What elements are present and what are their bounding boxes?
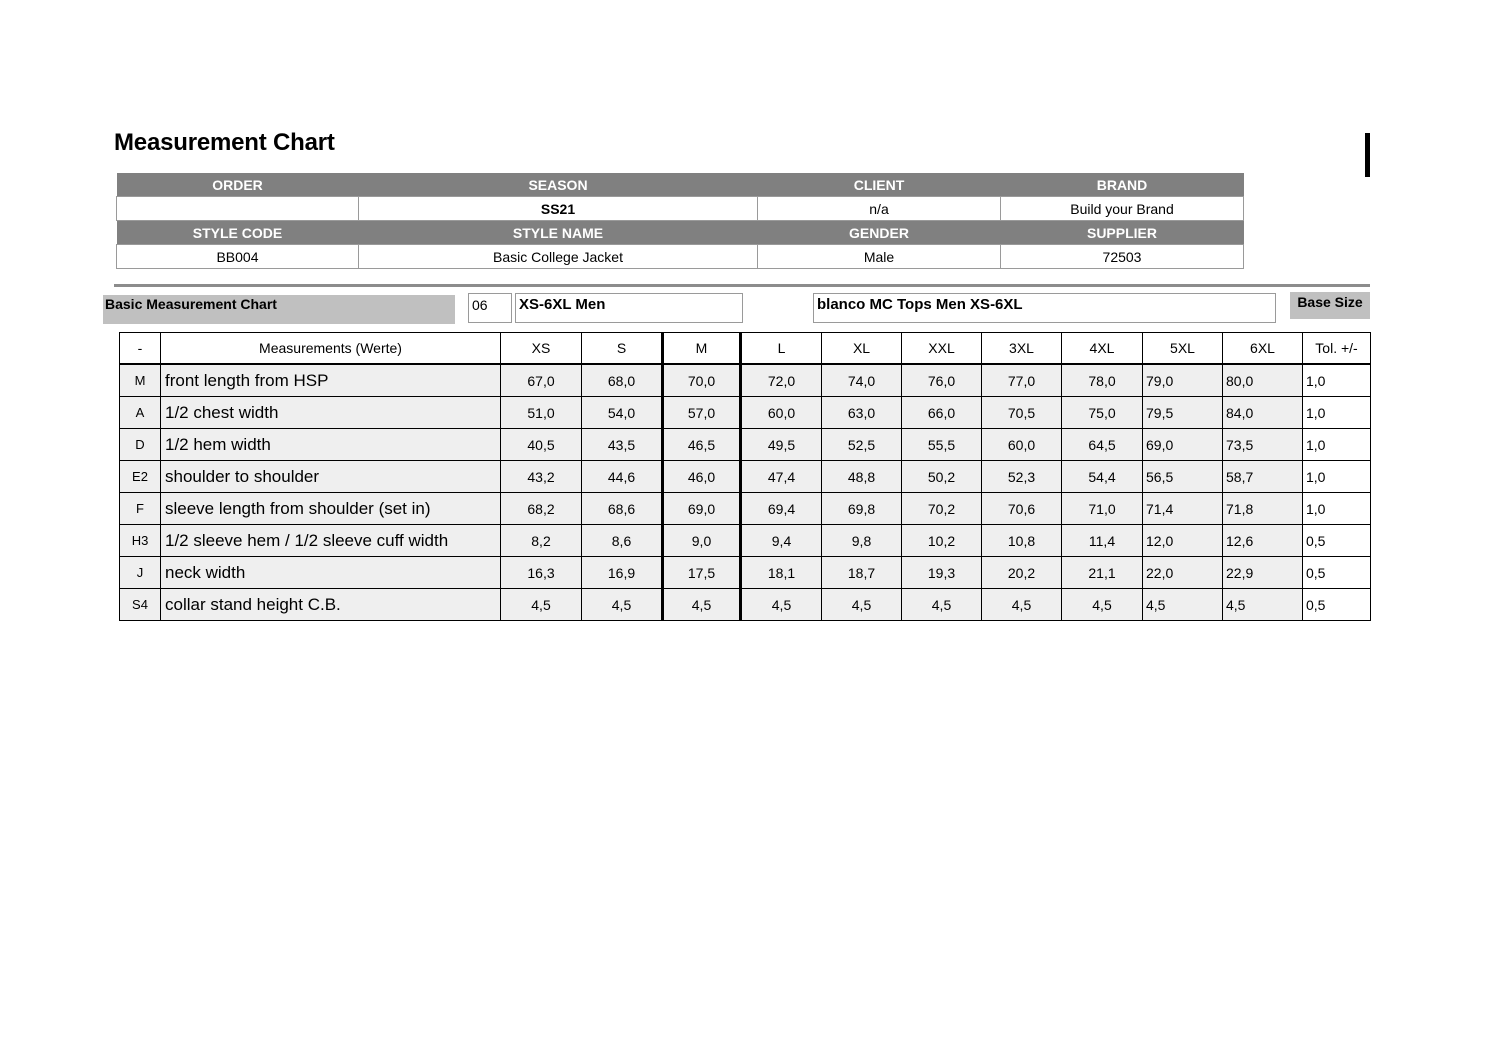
measurement-value: 75,0	[1062, 397, 1143, 429]
table-row	[120, 589, 1371, 621]
info-header-row	[117, 173, 1244, 197]
table-row	[120, 461, 1371, 493]
measurement-code: F	[120, 493, 161, 525]
season-value: SS21	[359, 197, 758, 221]
brand-value: Build your Brand	[1001, 197, 1244, 221]
edge-mark	[1365, 133, 1370, 177]
size-xl-header: XL	[822, 333, 902, 365]
measurement-value: 71,4	[1143, 493, 1223, 525]
tolerance-value: 1,0	[1303, 364, 1371, 397]
measurement-value: 16,3	[501, 557, 582, 589]
measurement-value: 55,5	[902, 429, 982, 461]
measurement-value: 4,5	[822, 589, 902, 621]
measurement-value: 70,6	[982, 493, 1062, 525]
supplier-value: 72503	[1001, 245, 1244, 269]
info-header-row	[117, 221, 1244, 245]
measurement-value: 47,4	[741, 461, 822, 493]
tolerance-value: 1,0	[1303, 429, 1371, 461]
size-xxl-header: XXL	[902, 333, 982, 365]
tolerance-value: 0,5	[1303, 557, 1371, 589]
measurement-value: 8,2	[501, 525, 582, 557]
measurement-name: 1/2 chest width	[161, 397, 501, 429]
measurement-code: J	[120, 557, 161, 589]
grid-header-row	[120, 333, 1371, 365]
size-l-header: L	[741, 333, 822, 365]
measurement-grid	[119, 332, 1371, 621]
measurement-value: 77,0	[982, 364, 1062, 397]
measurement-value: 76,0	[902, 364, 982, 397]
brand-label: BRAND	[1001, 173, 1244, 197]
measurement-value: 43,5	[582, 429, 663, 461]
measurement-value: 51,0	[501, 397, 582, 429]
tolerance-header: Tol. +/-	[1303, 333, 1371, 365]
measurement-code: A	[120, 397, 161, 429]
measurement-code: S4	[120, 589, 161, 621]
measurement-value: 70,5	[982, 397, 1062, 429]
measurement-value: 12,6	[1223, 525, 1303, 557]
measurement-value: 44,6	[582, 461, 663, 493]
measurement-value: 12,0	[1143, 525, 1223, 557]
measurement-value: 8,6	[582, 525, 663, 557]
size-range-code: 06	[468, 293, 512, 323]
measurement-code: D	[120, 429, 161, 461]
info-value-row	[117, 197, 1244, 221]
measurement-value: 16,9	[582, 557, 663, 589]
measurement-value: 67,0	[501, 364, 582, 397]
section-divider	[114, 284, 1370, 287]
measurement-value: 58,7	[1223, 461, 1303, 493]
measurement-value: 4,5	[1223, 589, 1303, 621]
measurement-name: 1/2 sleeve hem / 1/2 sleeve cuff width	[161, 525, 501, 557]
measurement-value: 11,4	[1062, 525, 1143, 557]
measurement-value: 70,2	[902, 493, 982, 525]
measurement-value: 4,5	[1062, 589, 1143, 621]
measurement-value: 71,0	[1062, 493, 1143, 525]
season-label: SEASON	[359, 173, 758, 197]
page-title: Measurement Chart	[114, 129, 335, 156]
table-row	[120, 557, 1371, 589]
measurement-name: collar stand height C.B.	[161, 589, 501, 621]
table-row	[120, 525, 1371, 557]
measurement-value: 49,5	[741, 429, 822, 461]
table-row	[120, 429, 1371, 461]
style-name-value: Basic College Jacket	[359, 245, 758, 269]
measurement-value: 63,0	[822, 397, 902, 429]
measurement-value: 74,0	[822, 364, 902, 397]
measurement-value: 69,8	[822, 493, 902, 525]
measurement-value: 20,2	[982, 557, 1062, 589]
measurement-value: 68,2	[501, 493, 582, 525]
measurement-value: 54,4	[1062, 461, 1143, 493]
base-size-label: Base Size	[1290, 292, 1370, 319]
measurement-value: 72,0	[741, 364, 822, 397]
table-row	[120, 364, 1371, 397]
table-row	[120, 397, 1371, 429]
measurement-value: 17,5	[663, 557, 741, 589]
measurement-value: 50,2	[902, 461, 982, 493]
measurement-value: 9,0	[663, 525, 741, 557]
measurement-value: 4,5	[982, 589, 1062, 621]
measurement-value: 70,0	[663, 364, 741, 397]
measurement-value: 73,5	[1223, 429, 1303, 461]
measurement-value: 22,0	[1143, 557, 1223, 589]
measurement-value: 4,5	[902, 589, 982, 621]
measurement-name: front length from HSP	[161, 364, 501, 397]
size-m-header: M	[663, 333, 741, 365]
measurement-value: 21,1	[1062, 557, 1143, 589]
measurement-code: H3	[120, 525, 161, 557]
measurement-value: 18,7	[822, 557, 902, 589]
gender-value: Male	[758, 245, 1001, 269]
measurement-value: 22,9	[1223, 557, 1303, 589]
basic-chart-label: Basic Measurement Chart	[103, 295, 455, 324]
measurement-value: 66,0	[902, 397, 982, 429]
measurement-value: 4,5	[582, 589, 663, 621]
size-4xl-header: 4XL	[1062, 333, 1143, 365]
measurement-value: 68,0	[582, 364, 663, 397]
size-s-header: S	[582, 333, 663, 365]
code-column-header: -	[120, 333, 161, 365]
size-range-name: XS-6XL Men	[515, 293, 743, 323]
measurement-value: 46,5	[663, 429, 741, 461]
style-code-label: STYLE CODE	[117, 221, 359, 245]
measurement-code: E2	[120, 461, 161, 493]
measurement-value: 69,0	[663, 493, 741, 525]
measurement-value: 43,2	[501, 461, 582, 493]
client-value: n/a	[758, 197, 1001, 221]
order-value	[117, 197, 359, 221]
measurement-name-header: Measurements (Werte)	[161, 333, 501, 365]
measurement-value: 60,0	[741, 397, 822, 429]
measurement-value: 9,8	[822, 525, 902, 557]
measurement-value: 52,3	[982, 461, 1062, 493]
measurement-value: 57,0	[663, 397, 741, 429]
measurement-value: 40,5	[501, 429, 582, 461]
measurement-value: 46,0	[663, 461, 741, 493]
measurement-value: 9,4	[741, 525, 822, 557]
measurement-name: sleeve length from shoulder (set in)	[161, 493, 501, 525]
measurement-value: 64,5	[1062, 429, 1143, 461]
size-3xl-header: 3XL	[982, 333, 1062, 365]
measurement-value: 84,0	[1223, 397, 1303, 429]
order-info-table	[116, 173, 1244, 269]
measurement-value: 60,0	[982, 429, 1062, 461]
measurement-value: 78,0	[1062, 364, 1143, 397]
size-5xl-header: 5XL	[1143, 333, 1223, 365]
measurement-value: 4,5	[1143, 589, 1223, 621]
client-label: CLIENT	[758, 173, 1001, 197]
info-value-row	[117, 245, 1244, 269]
supplier-label: SUPPLIER	[1001, 221, 1244, 245]
tolerance-value: 0,5	[1303, 525, 1371, 557]
measurement-value: 69,0	[1143, 429, 1223, 461]
measurement-value: 4,5	[663, 589, 741, 621]
measurement-name: neck width	[161, 557, 501, 589]
measurement-name: shoulder to shoulder	[161, 461, 501, 493]
size-set-description: blanco MC Tops Men XS-6XL	[813, 293, 1276, 323]
measurement-value: 56,5	[1143, 461, 1223, 493]
measurement-value: 79,0	[1143, 364, 1223, 397]
size-6xl-header: 6XL	[1223, 333, 1303, 365]
measurement-value: 52,5	[822, 429, 902, 461]
measurement-value: 54,0	[582, 397, 663, 429]
measurement-code: M	[120, 364, 161, 397]
tolerance-value: 0,5	[1303, 589, 1371, 621]
measurement-value: 19,3	[902, 557, 982, 589]
measurement-value: 69,4	[741, 493, 822, 525]
style-code-value: BB004	[117, 245, 359, 269]
measurement-value: 4,5	[741, 589, 822, 621]
measurement-value: 68,6	[582, 493, 663, 525]
measurement-value: 80,0	[1223, 364, 1303, 397]
measurement-value: 71,8	[1223, 493, 1303, 525]
measurement-name: 1/2 hem width	[161, 429, 501, 461]
tolerance-value: 1,0	[1303, 493, 1371, 525]
measurement-value: 10,8	[982, 525, 1062, 557]
order-label: ORDER	[117, 173, 359, 197]
measurement-value: 48,8	[822, 461, 902, 493]
measurement-value: 18,1	[741, 557, 822, 589]
gender-label: GENDER	[758, 221, 1001, 245]
measurement-value: 79,5	[1143, 397, 1223, 429]
style-name-label: STYLE NAME	[359, 221, 758, 245]
tolerance-value: 1,0	[1303, 397, 1371, 429]
size-xs-header: XS	[501, 333, 582, 365]
measurement-value: 10,2	[902, 525, 982, 557]
measurement-value: 4,5	[501, 589, 582, 621]
table-row	[120, 493, 1371, 525]
tolerance-value: 1,0	[1303, 461, 1371, 493]
